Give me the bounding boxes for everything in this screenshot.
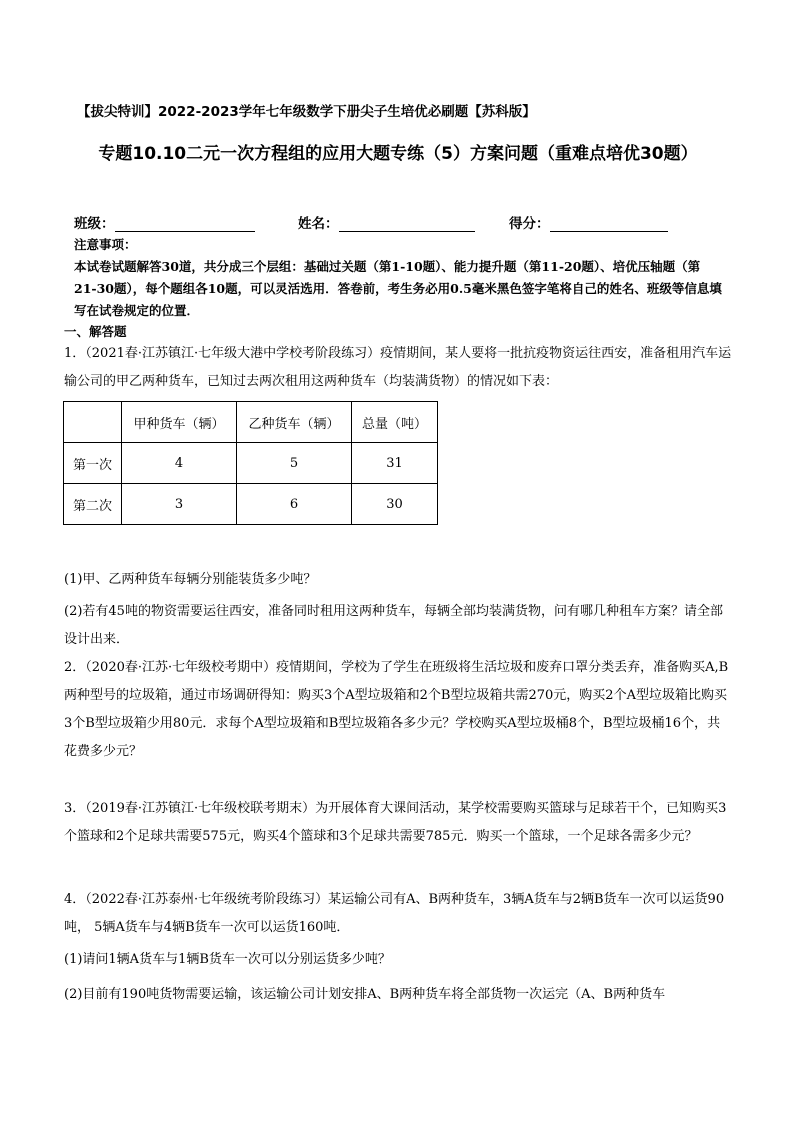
problem-4-question-1: (1)请问1辆A货车与1辆B货车一次可以分别运货多少吨？ xyxy=(64,952,391,967)
problem-1-stem: 1．（2021春·江苏镇江·七年级大港中学校考阶段练习）疫情期间，某人要将一批抗疫物资运往西安，准备租用汽车运输公司的甲乙两种货车，已知过去两次租用这两种货车（均装满货物）的情况如下表： xyxy=(64,346,732,389)
table-header-row xyxy=(64,402,438,443)
table-header-cell: 总量（吨） xyxy=(352,402,438,443)
table-header-cell xyxy=(64,402,122,443)
problem-1-question-2: (2)若有45吨的物资需要运往西安，准备同时租用这两种货车，每辆全部均装满货物，问有哪几种租车方案？请全部设计出来． xyxy=(64,604,723,647)
table-cell: 5 xyxy=(237,443,352,484)
table-cell: 6 xyxy=(237,484,352,525)
table-cell: 4 xyxy=(122,443,237,484)
problem-3: 3．（2019春·江苏镇江·七年级校联考期末）为开展体育大课间活动，某学校需要购买篮球与足球若干个，已知购买3个篮球和2个足球共需要575元，购买4个篮球和3个足球共需要785元．购买一个篮球，一个足球各需多少元？ xyxy=(64,801,727,844)
score-label: 得分： xyxy=(509,216,550,232)
table-header-cell: 甲种货车（辆） xyxy=(122,402,237,443)
name-label: 姓名： xyxy=(298,216,339,232)
table-cell: 3 xyxy=(122,484,237,525)
name-field[interactable] xyxy=(298,212,475,232)
problem-1-question-1: (1)甲、乙两种货车每辆分别能装货多少吨？ xyxy=(64,572,317,587)
class-blank[interactable] xyxy=(115,216,255,232)
table-row xyxy=(64,484,438,525)
notes-body: 本试卷试题解答30道，共分成三个层组：基础过关题（第1-10题）、能力提升题（第11-20题）、培优压轴题（第21-30题），每个题组各10题，可以灵活选用．答卷前，考生务必用0.5毫米黑色签字笔将自己的姓名、班级等信息填写在试卷规定的位置． xyxy=(74,259,722,318)
problem-2: 2．（2020春·江苏·七年级校考期中）疫情期间，学校为了学生在班级将生活垃圾和废弃口罩分类丢弃，准备购买A,B两种型号的垃圾箱，通过市场调研得知：购买3个A型垃圾箱和2个B型垃圾箱共需270元，购买2个A型垃圾箱比购买3个B型垃圾箱少用80元．求每个A型垃圾箱和B型垃圾箱各多少元？学校购买A型垃圾桶8个，B型垃圾桶16个，共花费多少元？ xyxy=(64,660,729,759)
name-blank[interactable] xyxy=(339,216,475,232)
table-cell: 第一次 xyxy=(64,443,122,484)
score-field[interactable] xyxy=(509,212,668,232)
table-cell: 31 xyxy=(352,443,438,484)
table-cell: 第二次 xyxy=(64,484,122,525)
class-label: 班级： xyxy=(74,216,115,232)
topic-title: 专题10.10二元一次方程组的应用大题专练（5）方案问题（重难点培优30题） xyxy=(98,144,698,164)
problem-1-table xyxy=(63,401,438,525)
series-title: 【拔尖特训】2022-2023学年七年级数学下册尖子生培优必刷题【苏科版】 xyxy=(77,104,536,120)
table-row xyxy=(64,443,438,484)
student-info-row xyxy=(74,212,694,232)
class-field[interactable] xyxy=(74,212,255,232)
table-cell: 30 xyxy=(352,484,438,525)
notes-heading: 注意事项： xyxy=(74,237,137,252)
score-blank[interactable] xyxy=(550,216,668,232)
problem-4-question-2: (2)目前有190吨货物需要运输，该运输公司计划安排A、B两种货车将全部货物一次运完（A、B两种货车 xyxy=(64,987,666,1002)
table-header-cell: 乙种货车（辆） xyxy=(237,402,352,443)
problem-4-stem: 4．（2022春·江苏泰州·七年级统考阶段练习）某运输公司有A、B两种货车，3辆A货车与2辆B货车一次可以运货90吨， 5辆A货车与4辆B货车一次可以运货160吨． xyxy=(64,892,725,935)
section-heading: 一、解答题 xyxy=(64,324,127,339)
